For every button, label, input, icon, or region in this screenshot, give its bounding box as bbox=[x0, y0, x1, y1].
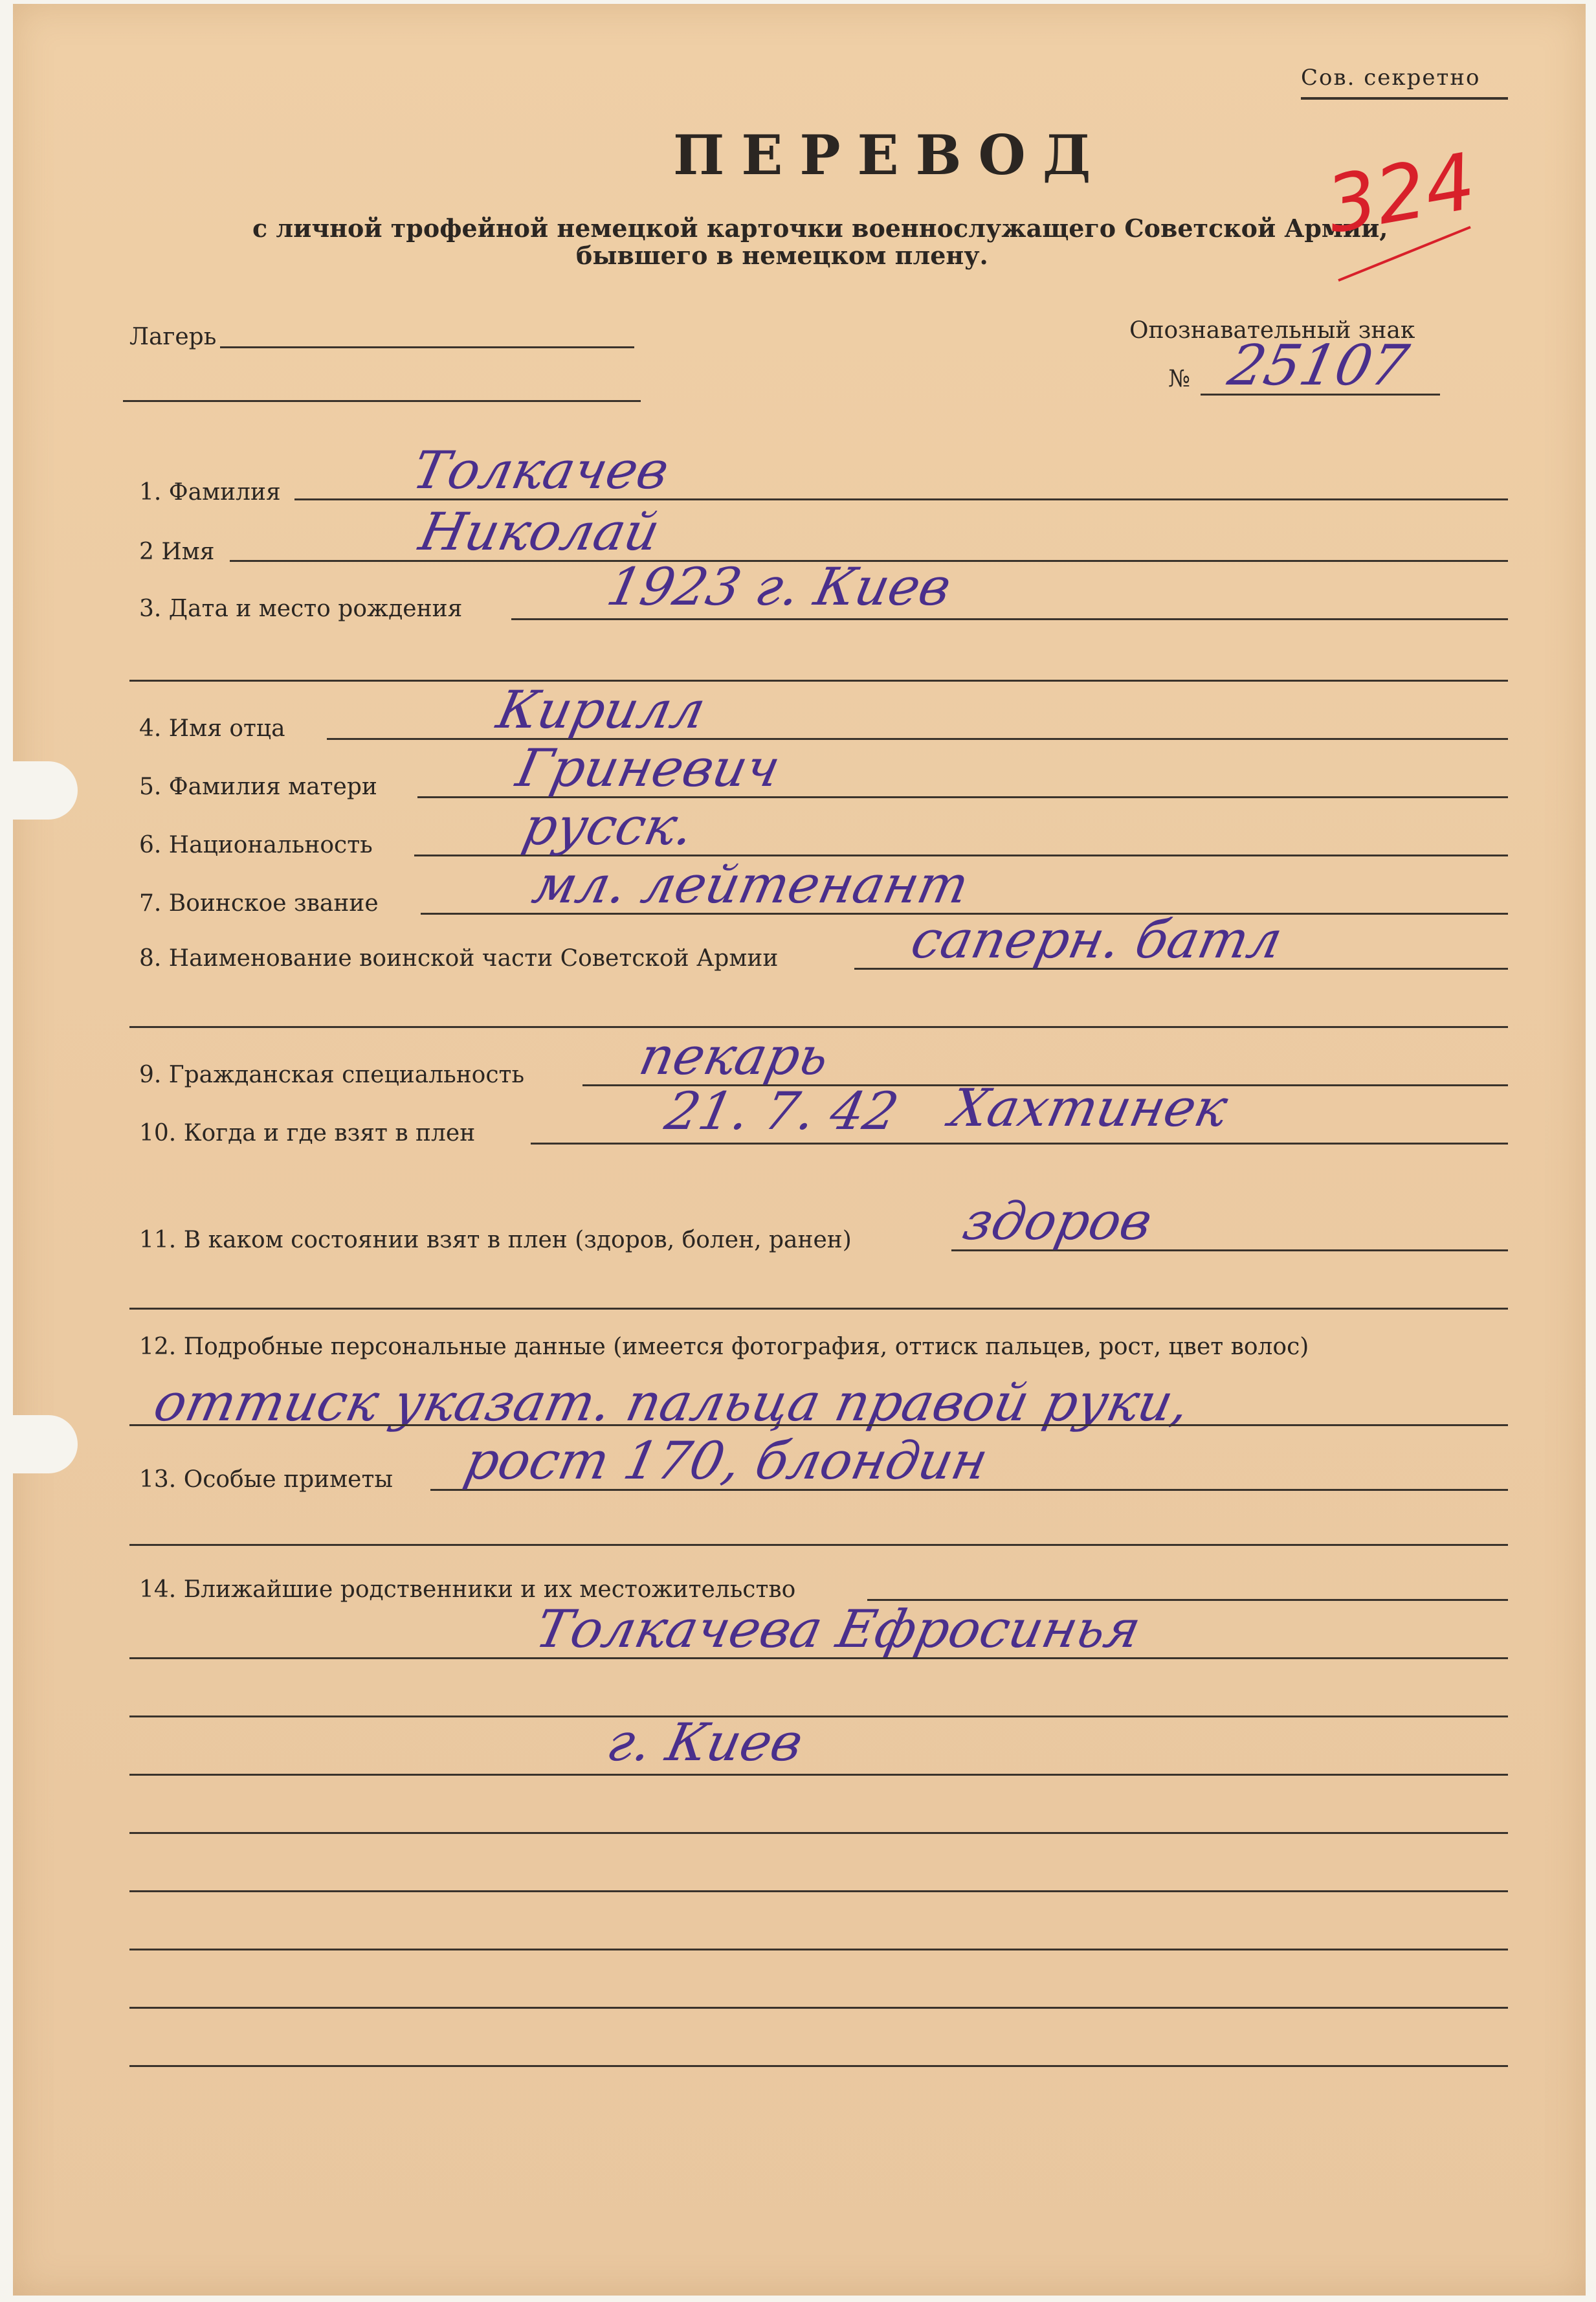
field-5-label: 5. Фамилия матери bbox=[139, 774, 377, 800]
field-14-line-5 bbox=[129, 1832, 1508, 1834]
field-14-line-3 bbox=[129, 1715, 1508, 1717]
field-3-label: 3. Дата и место рождения bbox=[139, 596, 463, 622]
field-4-label: 4. Имя отца bbox=[139, 715, 285, 742]
field-14-value-1: Толкачева Ефросинья bbox=[531, 1599, 1146, 1659]
field-10-date: 21. 7. 42 bbox=[660, 1081, 904, 1141]
field-8-label: 8. Наименование воинской части Советской Армии bbox=[139, 945, 779, 972]
field-7-label: 7. Воинское звание bbox=[139, 890, 379, 917]
secrecy-underline bbox=[1301, 97, 1508, 100]
document-title: ПЕРЕВОД bbox=[673, 123, 1108, 187]
field-6-value: русск. bbox=[518, 796, 700, 856]
field-14-line-6 bbox=[129, 1890, 1508, 1892]
field-13-label: 13. Особые приметы bbox=[139, 1466, 393, 1493]
field-6-label: 6. Национальность bbox=[139, 832, 373, 858]
id-number: 25107 bbox=[1223, 333, 1414, 398]
field-4-value: Кирилл bbox=[492, 680, 711, 740]
field-3-line-2 bbox=[129, 680, 1508, 682]
field-12-value: оттиск указат. пальца правой руки, bbox=[149, 1372, 1195, 1433]
id-line bbox=[1201, 394, 1440, 396]
field-12-label: 12. Подробные персональные данные (имеется фотография, оттиск пальцев, рост, цвет волос) bbox=[139, 1334, 1309, 1360]
field-10-place: Хахтинек bbox=[945, 1078, 1233, 1138]
field-2-value: Николай bbox=[414, 502, 665, 562]
field-11-line-2 bbox=[129, 1308, 1508, 1310]
field-9-value: пекарь bbox=[634, 1026, 834, 1086]
field-9-label: 9. Гражданская специальность bbox=[139, 1062, 525, 1088]
secrecy-stamp: Сов. секретно bbox=[1301, 65, 1481, 91]
field-11-value: здоров bbox=[958, 1191, 1158, 1251]
field-10-line bbox=[531, 1143, 1508, 1145]
field-1-label: 1. Фамилия bbox=[139, 479, 281, 506]
red-archive-number: 324 bbox=[1320, 137, 1482, 251]
camp-line-2 bbox=[123, 400, 641, 402]
document-subtitle: с личной трофейной немецкой карточки военнослужащего Советской Армии, bbox=[252, 214, 1388, 243]
torn-edge-notch bbox=[6, 761, 78, 820]
field-14-label: 14. Ближайшие родственники и их местожительство bbox=[139, 1576, 796, 1603]
torn-edge-notch bbox=[6, 1415, 78, 1473]
field-14-value-2: г. Киев bbox=[602, 1712, 808, 1772]
field-5-value: Гриневич bbox=[511, 738, 786, 798]
field-3-line bbox=[511, 618, 1508, 620]
field-12-line bbox=[129, 1424, 1508, 1426]
field-7-value: мл. лейтенант bbox=[527, 855, 974, 915]
field-13-line-2 bbox=[129, 1544, 1508, 1546]
field-14-line-2 bbox=[129, 1657, 1508, 1659]
id-no-label: № bbox=[1168, 366, 1191, 392]
field-2-label: 2 Имя bbox=[139, 539, 215, 565]
field-1-value: Толкачев bbox=[408, 440, 674, 500]
field-13-value: рост 170, блондин bbox=[460, 1431, 993, 1491]
id-label: Опознавательный знак bbox=[1129, 317, 1415, 344]
document-subtitle-2: бывшего в немецком плену. bbox=[576, 241, 988, 270]
field-14-line-4 bbox=[129, 1774, 1508, 1776]
field-14-line-7 bbox=[129, 1949, 1508, 1950]
field-11-label: 11. В каком состоянии взят в плен (здоров, болен, ранен) bbox=[139, 1227, 852, 1253]
field-14-line-8 bbox=[129, 2007, 1508, 2009]
camp-label: Лагерь bbox=[129, 324, 217, 350]
field-8-value: саперн. батл bbox=[906, 910, 1288, 970]
camp-line bbox=[220, 346, 634, 348]
field-3-value: 1923 г. Киев bbox=[602, 557, 957, 617]
field-14-line-9 bbox=[129, 2065, 1508, 2067]
field-10-label: 10. Когда и где взят в плен bbox=[139, 1120, 476, 1146]
